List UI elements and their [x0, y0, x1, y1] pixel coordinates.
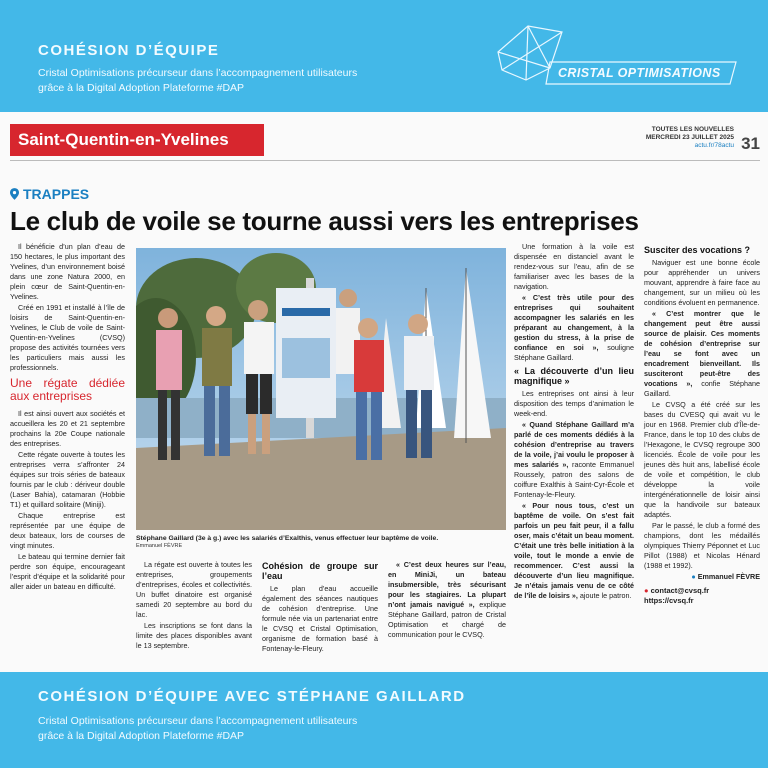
section-tag: Saint-Quentin-en-Yvelines [10, 124, 264, 156]
paragraph: Créé en 1991 et installé à l’île de loisirs de Saint-Quentin-en-Yvelines, le Club de voile de Saint-Quentin-en-Yvelines (CVSQ) propose des activités tournées vers les particuliers mais aussi les professionnels. [10, 303, 125, 372]
paragraph [514, 420, 634, 500]
attribution: ajoute le patron. [577, 591, 632, 600]
quote: « Quand Stéphane Gaillard m’a parlé de ces moments dédiés à la cohésion d’entreprise au travers de la voile, j’ai voulu le proposer à mes salariés », [514, 420, 634, 469]
subheading: Cohésion de groupe sur l’eau [262, 561, 378, 581]
paragraph: Il bénéficie d’un plan d’eau de 150 hectares, le plus important des Yvelines, d’un environnement boisé dans une zone Natura 2000, en plein cœur de Saint-Quentin-en-Yvelines. [10, 242, 125, 301]
edition-site: actu.fr/78actu [694, 142, 734, 149]
quote: « C’est montrer que le changement peut être aussi source de plaisir. Ces moments de cohésion d’entreprise sur l’eau se font avec un encadrement bienveillant. Ils susciteront peut-être des vocations », [644, 309, 760, 388]
article-photo [136, 248, 506, 530]
banner-subtitle-line1: Cristal Optimisations précurseur dans l’accompagnement utilisateurs [38, 715, 358, 727]
paragraph: Naviguer est une bonne école pour appréhender un univers mouvant, apprendre à faire face au changement, sur un milieu où les conditions évoluent en permanence. [644, 258, 760, 307]
subheading: Susciter des vocations ? [644, 245, 751, 255]
crystal-logo-icon [490, 22, 740, 92]
paragraph [644, 309, 760, 399]
banner-subtitle-line1: Cristal Optimisations précurseur dans l’accompagnement utilisateurs [38, 67, 358, 79]
article-column-2 [136, 560, 252, 652]
paragraph: Chaque entreprise est représentée par une équipe de deux bateaux, lors de courses de vingt minutes. [10, 511, 125, 550]
banner-title: COHÉSION D’ÉQUIPE [38, 42, 220, 59]
paragraph: Cette régate ouverte à toutes les entreprises verra s’affronter 24 équipes sur trois séries de bateaux fournis par le club : dériveur double (Laser Bahia), catamaran (Hobbie T1) et quillard solitaire (Miniji). [10, 450, 125, 509]
photo-credit: Emmanuel FÈVRE [136, 543, 183, 549]
article-column-5 [514, 242, 634, 602]
photo-caption: Stéphane Gaillard (3e à g.) avec les salariés d’Exalthis, venus effectuer leur baptême de voile. [136, 535, 439, 542]
kicker-label: TRAPPES [23, 186, 90, 202]
paragraph: La régate est ouverte à toutes les entreprises, groupements d’entreprises, écoles et collectivités. Un buffet dinatoire est organisé samedi 20 septembre au bord du lac. [136, 560, 252, 619]
edition-line1: TOUTES LES NOUVELLES [651, 126, 734, 133]
logo-text: CRISTAL OPTIMISATIONS [558, 66, 721, 80]
location-pin-icon [10, 188, 19, 200]
email-link[interactable]: contact@cvsq.fr [650, 586, 710, 595]
author-name: Emmanuel FÈVRE [697, 572, 760, 581]
contact-block [644, 586, 760, 606]
website-link[interactable]: https://cvsq.fr [644, 596, 694, 605]
article-column-6 [644, 242, 760, 606]
attribution: explique Stéphane Gaillard, patron de Cristal Optimisation et chargé de communication pour le CVSQ. [388, 600, 506, 639]
edition-info [646, 126, 734, 150]
group-photo-image [136, 248, 506, 530]
quote: « C’est deux heures sur l’eau, en MiniJi, un bateau insubmersible, très sécurisant pour les stagiaires. La plupart n’ont jamais navigué », [388, 560, 506, 609]
paragraph [514, 501, 634, 601]
paragraph [514, 293, 634, 363]
newspaper-clipping [0, 112, 768, 672]
top-banner [0, 0, 768, 112]
banner-subtitle [38, 714, 357, 744]
attribution: raconte Emmanuel Roussely, patron des salons de coiffure Exalthis à Saint-Cyr-École et Fontenay-le-Fleury. [514, 460, 635, 499]
paragraph: Par le passé, le club a formé des champions, dont les médaillés olympiques Thierry Péponnet et Luc Pillot (1988) et Nicolas Hénard (1988 et 1992). [644, 521, 760, 570]
paragraph: Une formation à la voile est dispensée en distanciel avant le rendez-vous sur l’eau, afin de se familiariser avec les bases de la navigation. [514, 242, 634, 291]
article-column-1 [10, 242, 125, 593]
banner-subtitle-line2: grâce à la Digital Adoption Plateforme #DAP [38, 82, 245, 94]
banner-subtitle [38, 66, 357, 96]
quote: « C’est très utile pour des entreprises qui souhaitent accompagner les salariés en les préparant au changement, à la gestion du stress, à la prise de confiance en soi », [514, 293, 634, 352]
quote: « Pour nous tous, c’est un baptême de voile. On s’est fait parfois un peu fait peur, il a fallu oser, mais c’était un beau moment. C’était une très belle initiation à la voile, tout le monde a envie de recommencer. C’est aussi la découverte d’un lieu magnifique. Je n’étais jamais venu de ce côté de l’île de loisirs », [514, 501, 634, 600]
cristal-logo [490, 22, 740, 92]
paragraph [388, 560, 506, 640]
bullet-icon: ● [691, 572, 698, 581]
author-signature [644, 572, 760, 582]
subheading: Une régate dédiée aux entreprises [10, 376, 125, 403]
headline: Le club de voile se tourne aussi vers les entreprises [10, 206, 639, 236]
paragraph: Le bateau qui termine dernier fait perdre son équipe, encourageant l’esprit d’équipe et la solidarité pour aller aider un bateau en difficulté. [10, 552, 125, 591]
bottom-banner [0, 672, 768, 768]
paragraph: Les inscriptions se font dans la limite des places disponibles avant le 13 septembre. [136, 621, 252, 650]
paragraph: Le CVSQ a été créé sur les bases du CVESQ qui avait vu le jour en 1968. Premier club d’Île-de-France, dans le top 10 des clubs de l’Hexagone, le CVSQ regroupe 300 licenciés. École de voile pour les jeunes dès huit ans, labellisé école de voile et compétition, le club développe la voile intergénérationnelle de loisir ainsi que la handivoile sur bateaux adaptés. [644, 400, 760, 519]
banner-title: COHÉSION D’ÉQUIPE AVEC STÉPHANE GAILLARD [38, 688, 466, 705]
article-column-3 [262, 558, 378, 655]
attribution: souligne Stéphane Gaillard. [514, 343, 634, 362]
attribution: confie Stéphane Gaillard. [644, 379, 761, 398]
paragraph: Les entreprises ont ainsi à leur disposition des temps d’animation le week-end. [514, 389, 634, 418]
email-line [644, 586, 760, 596]
page-number: 31 [741, 134, 760, 153]
subheading: « La découverte d’un lieu magnifique » [514, 366, 634, 386]
article-column-4 [388, 560, 506, 641]
header-rule [10, 160, 760, 161]
kicker [10, 186, 89, 202]
paragraph: Il est ainsi ouvert aux sociétés et accueillera les 20 et 21 septembre prochains la 20e Coupe nationale des entreprises. [10, 409, 125, 448]
bullet-icon: ● [644, 586, 651, 595]
paragraph: Le plan d’eau accueille également des séances nautiques de cohésion d’entreprise. Une formule née via un partenariat entre le CVSQ et Cristal Optimisation, organisme de formation basé à Fontenay-le-Fleury. [262, 584, 378, 653]
banner-subtitle-line2: grâce à la Digital Adoption Plateforme #DAP [38, 730, 245, 742]
edition-date: MERCREDI 23 JUILLET 2025 [645, 134, 734, 141]
